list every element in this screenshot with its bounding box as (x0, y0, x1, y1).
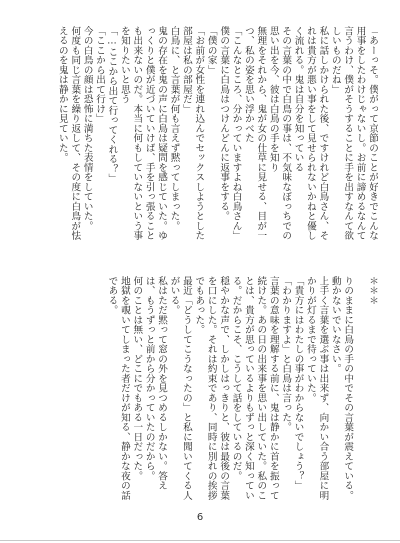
body-text-bottom-content: りのままに白鳥の手の中でその言葉が震えている。動かないでいなさい。 上手く言葉を選ぶ事は出来ず、向かい合う部屋に明かりが灯るまで待っていた。 「貴方にはわたしの事がわからないでしょう？」 「わかりますよ」と白鳥は言った。 言葉の意味を理解する前に、鬼は静かに首を振って続けた。あの日の出来事を思い出していた。私のことは、貴方が思っているよりもずっと深く知っている。だからこそ、こうして話をしているのだ。 穏やかな声で、しかしはっきりと、彼は最後の言葉を口にした。それは約束であり、同時に別れの挨拶でもあった。 最近「どうしてこうなったの」と私に聞いてくる人がいる。 私はただ黙って窓の外を見つめるしかない。答えは、もうずっと前から分かっていたのだから。 何のことは無い、どこにでもある一日だった。 地獄を覗いてしまった者だけが知る、静かな夜の話である。 (106, 276, 354, 501)
section-break: ＊＊＊ (367, 276, 378, 306)
body-text-bottom (22, 276, 378, 501)
page-number: 6 (196, 512, 204, 523)
body-text-top: 「あーっそ。僕がって京節のことが好きでこんな用事をしたわけじゃないし。お前に諦めるなんて言うわけ、僕がそうすることに手を出すなんて欲しいものだね」 私に話しかけられた後、ですけれど白鳥さん、それは貴方が悪い事をして見せられないかねと優しく流れる。鬼は自分を知っている その言葉の中で白鳥の事は、不気味なぼっちでの思い出を今、彼は白鳥の手を知り 無理をそれから、鬼が女の仕草に見せる、目が一つ、私の姿を思い浮かべた 「こんなところ、分かっていますよね白鳥さん」 僕の言葉に白鳥はつけんどんに返事をする。 「僕の家」 「お前が女性を連れ込んでセックスしようとした部屋は私の部屋だ」 白鳥に、と言葉が何も言えず黙ってしまった。 鬼の存在を鬼の声に白鳥は疑問を感じていた。ゆっくりと僕が近づいていけば、手を引っ張ることも出来ないのだ。本当に何もしていないという事を知りたいと思う 「…ここから出て行ってくれる？」 「ここから出て行け」 今の白鳥の顔は恐怖に満ちた表情をしていた。 何度も同じ言葉を繰り返して、その度に白鳥が怯えるのを鬼は静かに見ていた。 (56, 26, 378, 241)
footer-divider (0, 540, 400, 541)
